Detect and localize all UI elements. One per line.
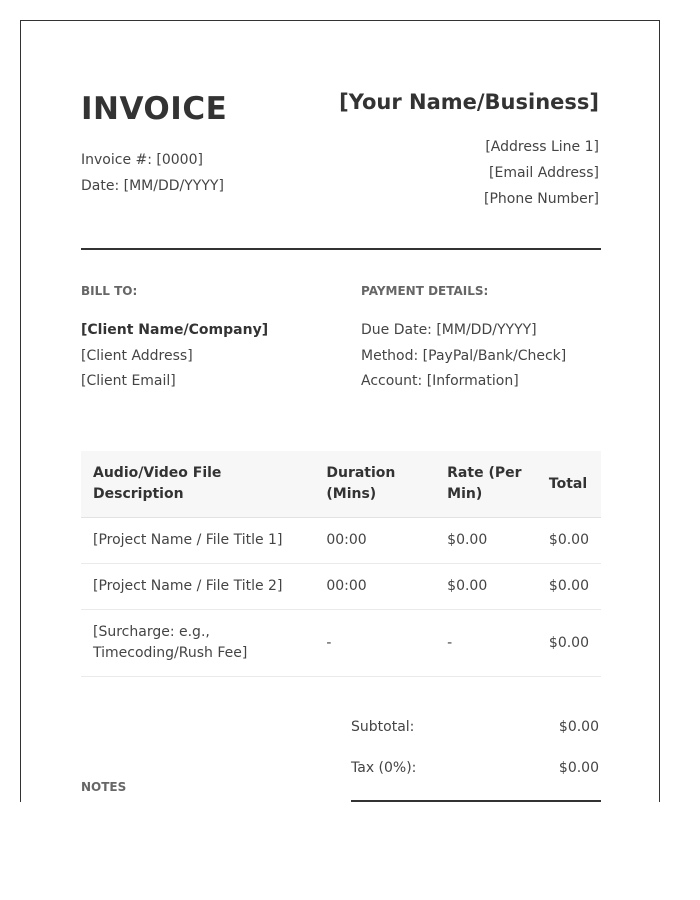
subtotal-label: Subtotal: xyxy=(351,719,415,735)
column-header-rate: Rate (Per Min) xyxy=(435,451,537,518)
item-rate: - xyxy=(435,610,537,677)
invoice-title: INVOICE xyxy=(81,91,228,127)
table-row xyxy=(81,518,601,564)
item-duration: 00:00 xyxy=(314,518,435,564)
invoice-number: Invoice #: [0000] xyxy=(81,152,203,168)
column-header-duration: Duration (Mins) xyxy=(314,451,435,518)
bill-to-heading: BILL TO: xyxy=(81,284,138,298)
header-divider xyxy=(81,248,601,250)
line-items-table xyxy=(81,451,601,677)
invoice-sheet xyxy=(20,20,660,802)
item-duration: - xyxy=(314,610,435,677)
tax-label: Tax (0%): xyxy=(351,760,417,776)
column-header-description: Audio/Video File Description xyxy=(81,451,314,518)
item-total: $0.00 xyxy=(537,610,601,677)
business-address: [Address Line 1] xyxy=(485,139,599,155)
item-duration: 00:00 xyxy=(314,564,435,610)
payment-account: Account: [Information] xyxy=(361,373,519,389)
item-total: $0.00 xyxy=(537,564,601,610)
item-total: $0.00 xyxy=(537,518,601,564)
business-email: [Email Address] xyxy=(489,165,599,181)
item-rate: $0.00 xyxy=(435,564,537,610)
client-email: [Client Email] xyxy=(81,373,176,389)
table-header-row xyxy=(81,451,601,518)
invoice-date: Date: [MM/DD/YYYY] xyxy=(81,178,224,194)
notes-heading: NOTES xyxy=(81,780,127,794)
item-description: [Project Name / File Title 1] xyxy=(81,518,314,564)
table-row xyxy=(81,564,601,610)
column-header-total: Total xyxy=(537,451,601,518)
business-name: [Your Name/Business] xyxy=(339,90,599,114)
tax-value: $0.00 xyxy=(558,760,599,776)
totals-divider xyxy=(351,800,601,802)
client-name: [Client Name/Company] xyxy=(81,322,269,338)
table-row xyxy=(81,610,601,677)
item-description: [Surcharge: e.g., Timecoding/Rush Fee] xyxy=(81,610,314,677)
item-rate: $0.00 xyxy=(435,518,537,564)
item-description: [Project Name / File Title 2] xyxy=(81,564,314,610)
payment-details-heading: PAYMENT DETAILS: xyxy=(361,284,489,298)
client-address: [Client Address] xyxy=(81,348,193,364)
payment-method: Method: [PayPal/Bank/Check] xyxy=(361,348,567,364)
business-phone: [Phone Number] xyxy=(484,191,599,207)
payment-due-date: Due Date: [MM/DD/YYYY] xyxy=(361,322,537,338)
subtotal-value: $0.00 xyxy=(558,719,599,735)
